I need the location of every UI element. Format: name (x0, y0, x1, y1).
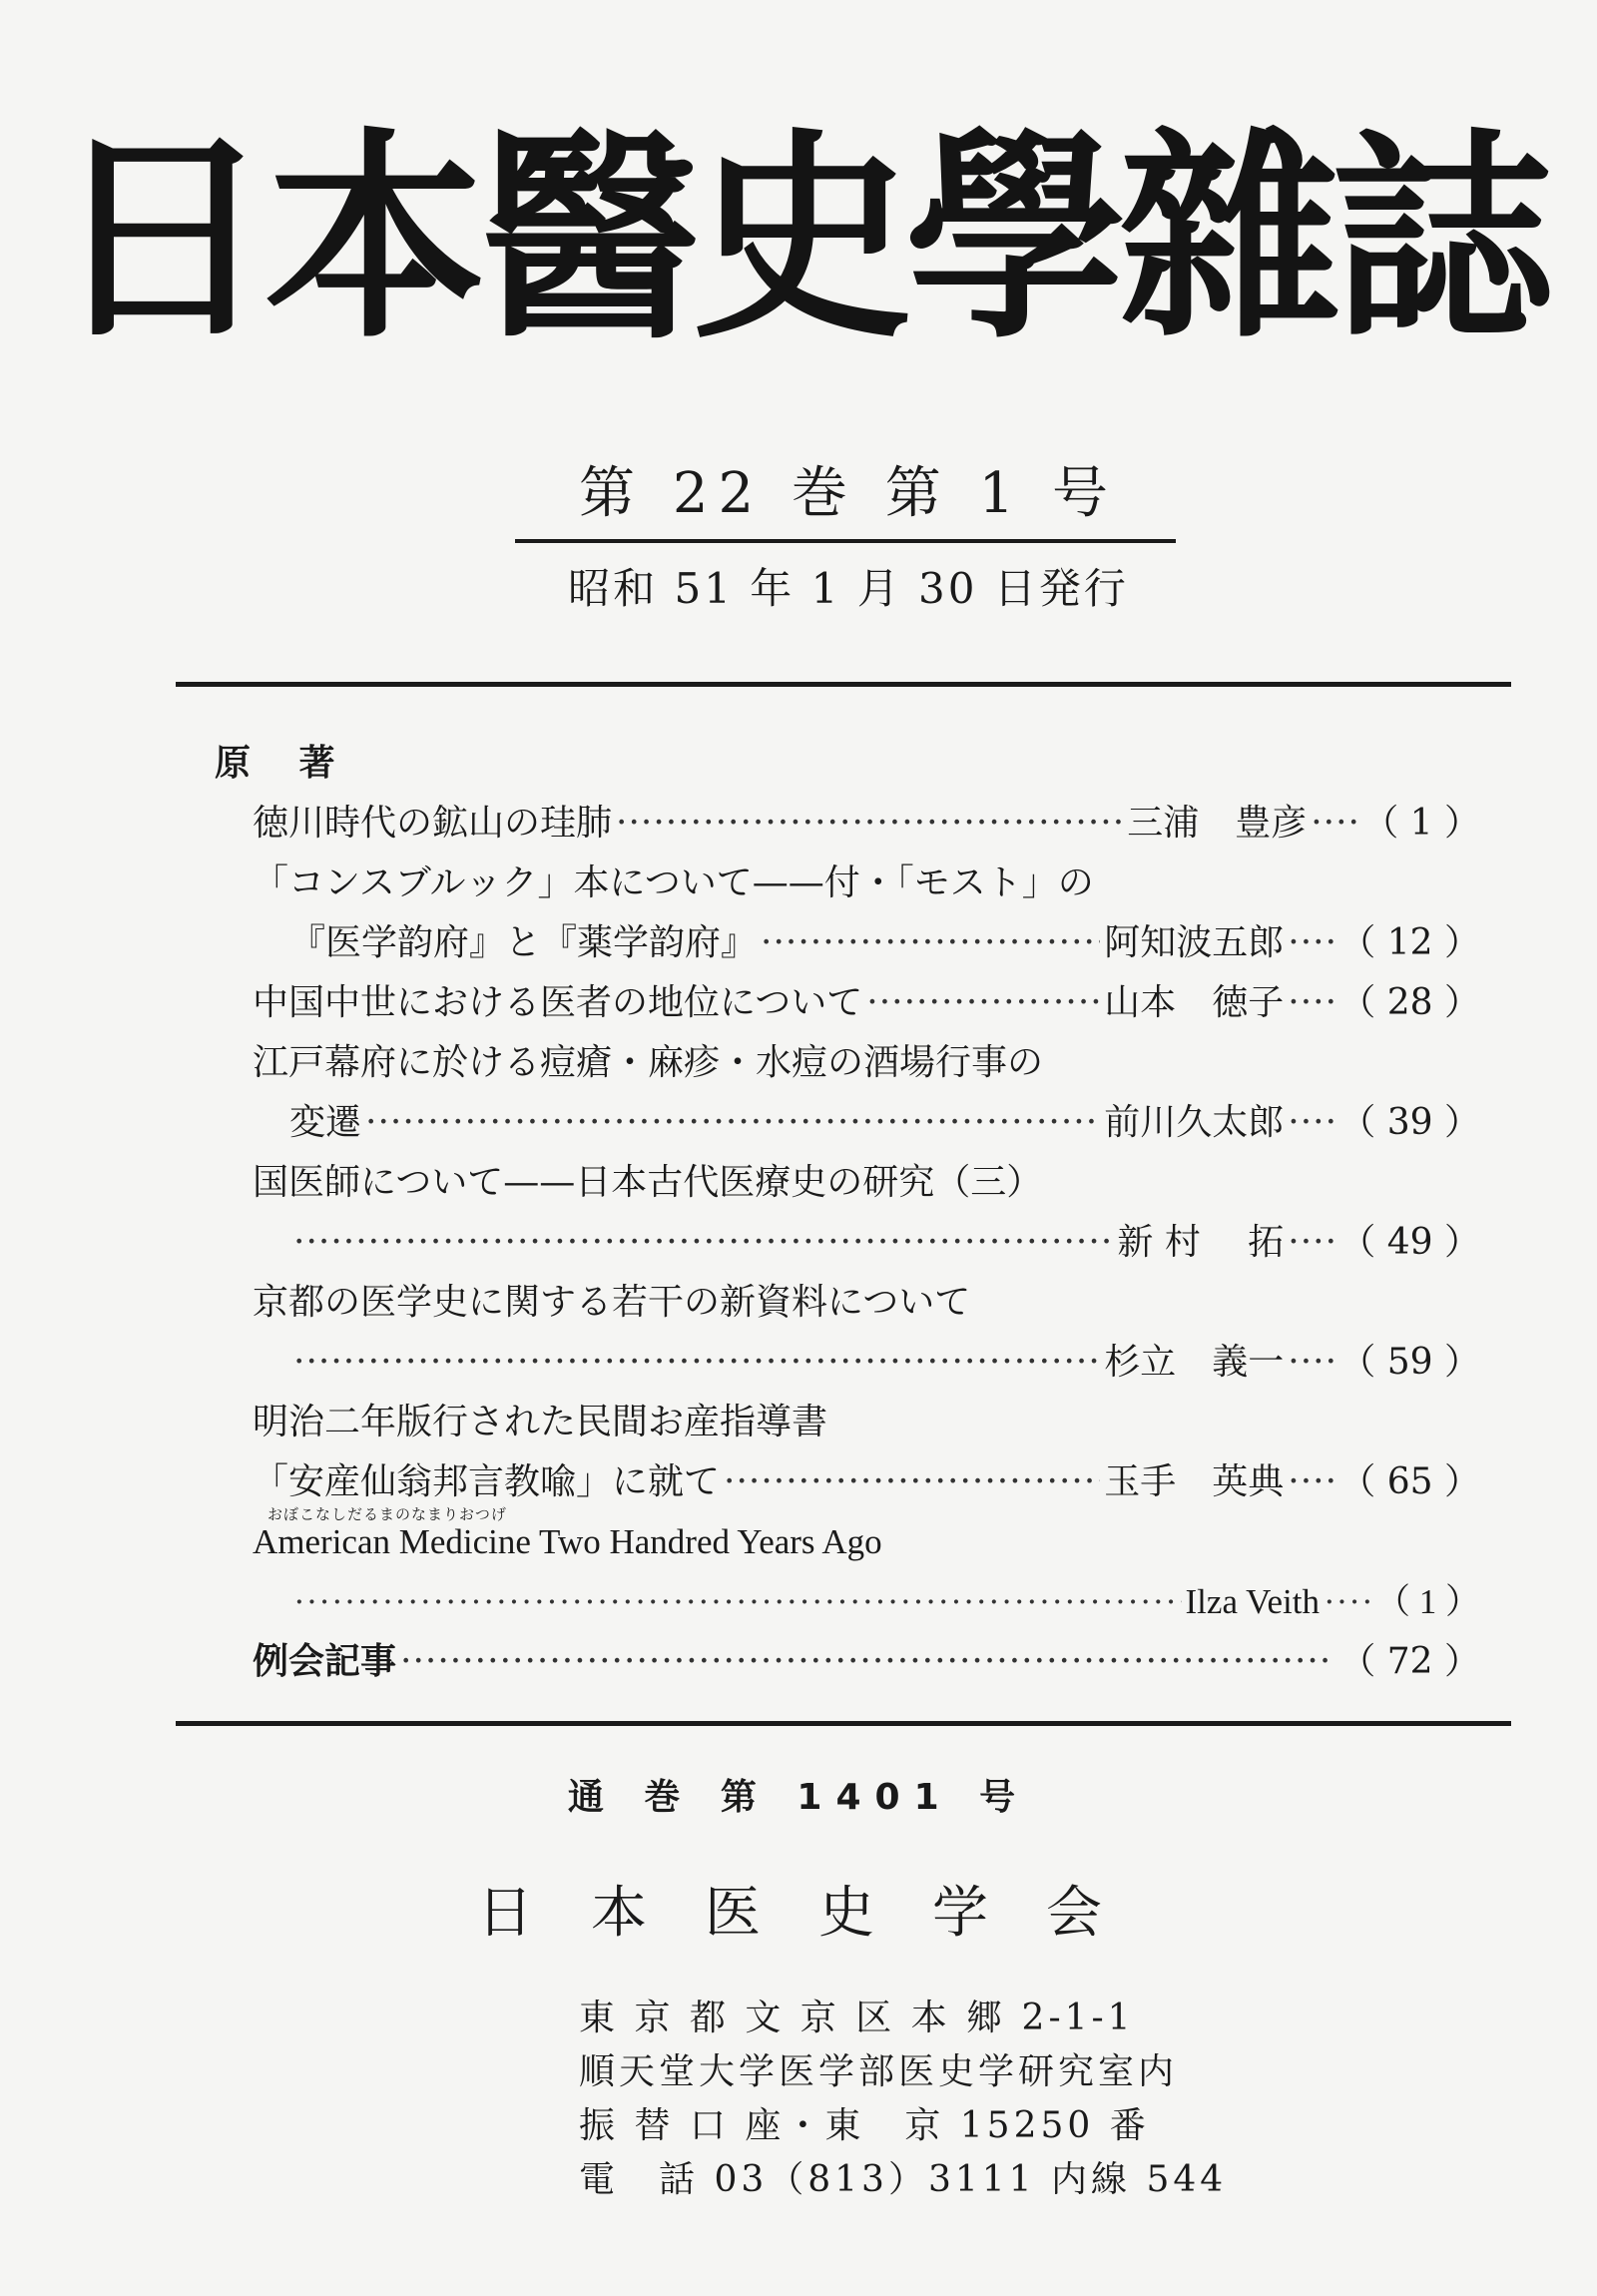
toc-entry-page: （ 12 ） (1339, 922, 1480, 963)
toc-entry-page: （ 65 ） (1339, 1461, 1480, 1502)
dot-leader (616, 799, 1123, 849)
toc-entry-title: American Medicine Two Handred Years Ago (253, 1522, 882, 1561)
toc-entry-title-line (253, 1398, 1480, 1447)
serial-number: 通 巻 第 1401 号 (567, 1777, 1030, 1818)
toc-entry-title-line (253, 1038, 1480, 1088)
toc-entry-page: （ 1 ） (1362, 803, 1480, 844)
toc-entry-title: 例会記事 (253, 1641, 397, 1682)
section-heading-original-articles: 原 著 (215, 743, 353, 784)
address-line: 振 替 口 座・東 京 15250 番 (579, 2105, 1150, 2146)
toc-entry-title: 江戸幕府に於ける痘瘡・麻疹・水痘の酒場行事の (253, 1042, 1044, 1083)
toc-entry[interactable] (289, 1218, 1480, 1268)
toc-entry[interactable] (289, 1098, 1480, 1148)
dot-leader (1324, 1577, 1369, 1627)
toc-entry-title: 京都の医学史に関する若干の新資料について (253, 1282, 971, 1323)
dot-leader (1288, 1457, 1333, 1507)
toc-entry-title-line (253, 859, 1480, 908)
toc-entry-author: 三浦 豊彦 (1127, 803, 1308, 844)
publisher-address (579, 1992, 1228, 2207)
toc-entry[interactable] (253, 799, 1480, 849)
publication-date: 昭和 51 年 1 月 30 日発行 (568, 564, 1129, 613)
ruby-reading: おぼこなしだるまのなまりおつげ (267, 1505, 507, 1523)
dot-leader (1288, 978, 1333, 1028)
dot-leader (724, 1457, 1100, 1507)
dot-leader (1288, 1338, 1333, 1388)
dot-leader (761, 918, 1100, 968)
dot-leader (365, 1098, 1100, 1148)
toc-entry-author: Ilza Veith (1185, 1582, 1320, 1621)
toc-entry-page: （ 28 ） (1339, 982, 1480, 1023)
toc-entry-page: （ 39 ） (1339, 1102, 1480, 1143)
toc-entry-author: 玉手 英典 (1104, 1461, 1285, 1502)
dot-leader (1288, 1098, 1333, 1148)
address-line: 電 話 03（813）3111 内線 544 (579, 2159, 1228, 2200)
volume-issue-number: 第 22 巻 第 1 号 (579, 461, 1118, 526)
address-line: 東 京 都 文 京 区 本 郷 2-1-1 (579, 1998, 1135, 2038)
dot-leader (1288, 1218, 1333, 1268)
toc-entry-title-line (253, 1278, 1480, 1328)
contents-bottom-rule (176, 1721, 1511, 1726)
toc-entry[interactable] (289, 1577, 1480, 1627)
dot-leader (866, 978, 1100, 1028)
toc-entry-author: 阿知波五郎 (1104, 922, 1285, 963)
address-line: 順天堂大学医学部医史学研究室内 (579, 2051, 1179, 2092)
dot-leader (293, 1218, 1113, 1268)
toc-entry-page: （ 72 ） (1339, 1641, 1480, 1682)
toc-entry-title: 中国中世における医者の地位について (253, 982, 863, 1023)
dot-leader (1288, 918, 1333, 968)
toc-entry-title-line (253, 1517, 1480, 1567)
toc-entry-title-line (253, 1158, 1480, 1208)
toc-entry-title: 「安産仙翁邦言教喩」に就て (253, 1461, 721, 1502)
toc-entry[interactable] (289, 1338, 1480, 1388)
journal-title: 日本醫史學雜誌 (51, 111, 1546, 368)
toc-entry-author: 前川久太郎 (1104, 1102, 1285, 1143)
dot-leader (293, 1338, 1100, 1388)
toc-entry-meeting-notes[interactable] (253, 1637, 1480, 1687)
toc-entry-page: （ 59 ） (1339, 1342, 1480, 1383)
publisher-name: 日本医史学会 (477, 1881, 1160, 1946)
toc-entry-author: 山本 徳子 (1104, 982, 1285, 1023)
toc-entry[interactable] (253, 978, 1480, 1028)
toc-entry-title: 国医師について——日本古代医療史の研究（三） (253, 1162, 1043, 1203)
toc-entry[interactable] (253, 1457, 1480, 1507)
toc-entry-page: （ 1 ） (1374, 1582, 1480, 1621)
toc-entry[interactable] (289, 918, 1480, 968)
dot-leader (293, 1577, 1182, 1627)
dot-leader (400, 1637, 1333, 1687)
toc-entry-author: 新 村 拓 (1117, 1222, 1285, 1263)
dot-leader (1311, 799, 1356, 849)
toc-entry-page: （ 49 ） (1339, 1222, 1480, 1263)
toc-entry-title: 明治二年版行された民間お産指導書 (253, 1402, 828, 1442)
toc-entry-title: 徳川時代の鉱山の珪肺 (253, 803, 613, 844)
toc-entry-title: 「コンスブルック」本について——付・「モスト」の (253, 862, 1094, 903)
toc-entry-author: 杉立 義一 (1104, 1342, 1285, 1383)
toc-entry-title: 『医学韵府』と『薬学韵府』 (289, 922, 758, 963)
toc-entry-title: 変遷 (289, 1102, 362, 1143)
